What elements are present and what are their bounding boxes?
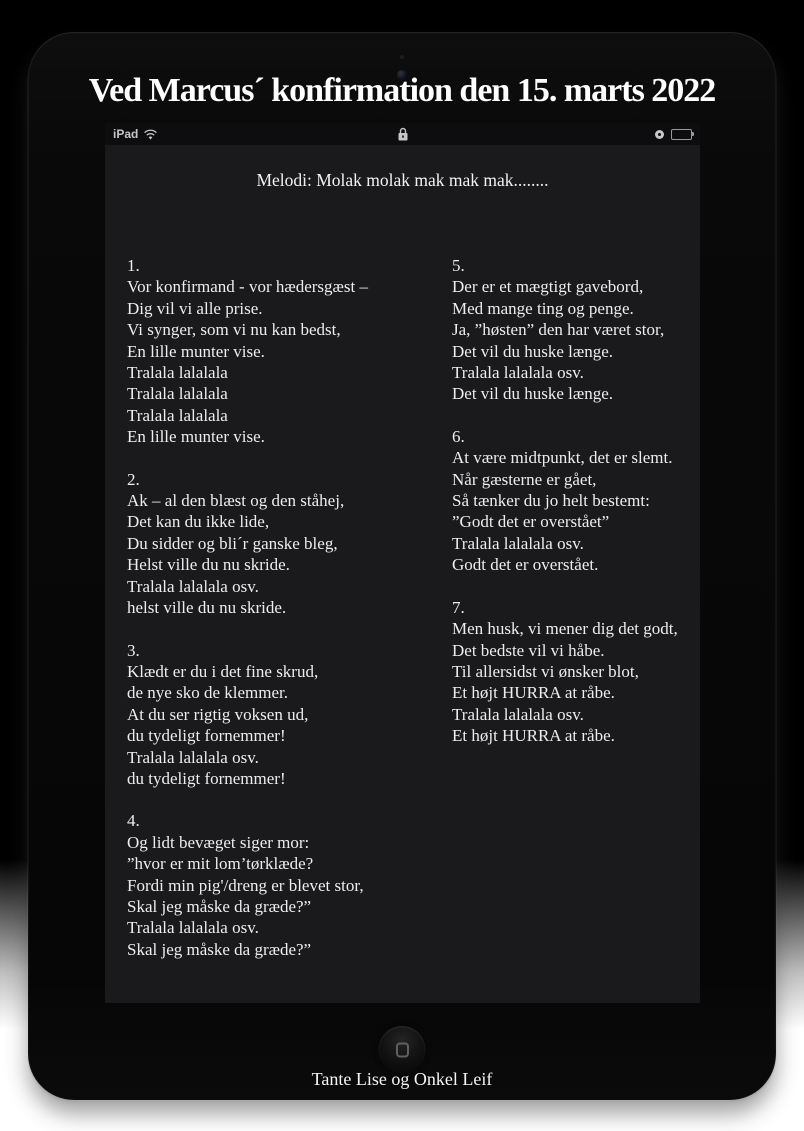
verse-line: Så tænker du jo helt bestemt:: [452, 491, 650, 511]
ipad-screen: [105, 123, 700, 1003]
verse-number: 6.: [452, 426, 465, 446]
verse-line: Et højt HURRA at råbe.: [452, 683, 615, 703]
verse-number: 1.: [127, 256, 140, 275]
verse-line: Tralala lalalala osv.: [127, 576, 259, 596]
verse-line: Tralala lalalala: [127, 363, 228, 383]
light-sensor-icon: [400, 55, 404, 59]
verse-line: Dig vil vi alle prise.: [127, 298, 263, 318]
verse-6: [452, 426, 757, 576]
verse-number: 2.: [127, 469, 140, 489]
verse-line: Der er et mægtigt gavebord,: [452, 277, 644, 297]
ipad-device: [28, 32, 776, 1100]
verse-line: En lille munter vise.: [127, 427, 265, 447]
verse-line: Du sidder og bli´r ganske bleg,: [127, 533, 338, 553]
battery-icon: [671, 129, 692, 140]
verse-number: 5.: [452, 256, 465, 275]
verse-line: Vor konfirmand - vor hædersgæst –: [127, 277, 368, 297]
page-title: Ved Marcus´ konfirmation den 15. marts 2022: [88, 72, 716, 109]
verse-2: [127, 469, 432, 619]
verse-line: At du ser rigtig voksen ud,: [127, 704, 309, 724]
verse-line: Fordi min pig'/dreng er blevet stor,: [127, 875, 364, 895]
verse-line: Godt det er overstået.: [452, 555, 599, 575]
melody-line: Melodi: Molak molak mak mak mak........: [256, 170, 549, 190]
verse-line: Tralala lalalala osv.: [127, 918, 259, 938]
verse-line: Men husk, vi mener dig det godt,: [452, 619, 678, 639]
verse-line: Når gæsterne er gået,: [452, 469, 597, 489]
orientation-lock-icon: [655, 130, 664, 139]
verse-line: Skal jeg måske da græde?”: [127, 896, 312, 916]
verse-line: de nye sko de klemmer.: [127, 683, 288, 703]
verse-line: Det vil du huske længe.: [452, 341, 614, 361]
song-sheet: [105, 145, 700, 1003]
verse-line: Skal jeg måske da græde?”: [127, 939, 312, 959]
verse-line: ”Godt det er overstået”: [452, 512, 610, 532]
verse-line: Tralala lalalala: [127, 384, 228, 404]
verse-line: ”hvor er mit lom’tørklæde?: [127, 854, 314, 874]
verse-number: 4.: [127, 811, 140, 831]
home-button[interactable]: [379, 1026, 426, 1073]
verse-line: du tydeligt fornemmer!: [127, 768, 286, 788]
verse-line: At være midtpunkt, det er slemt.: [452, 448, 673, 468]
verse-line: Det bedste vil vi håbe.: [452, 640, 605, 660]
verse-line: En lille munter vise.: [127, 341, 265, 361]
wifi-icon: [143, 129, 158, 140]
verse-number: 3.: [127, 640, 140, 660]
verse-7: [452, 597, 757, 747]
verse-columns: [105, 255, 700, 1003]
verse-4: [127, 810, 432, 960]
verse-line: Et højt HURRA at råbe.: [452, 726, 615, 746]
verse-column-left: [127, 255, 432, 981]
verse-line: Med mange ting og penge.: [452, 298, 634, 318]
verse-line: du tydeligt fornemmer!: [127, 726, 286, 746]
verse-5: [452, 255, 757, 405]
verse-line: Og lidt bevæget siger mor:: [127, 832, 310, 852]
verse-line: Tralala lalalala osv.: [127, 747, 259, 767]
verse-line: Ak – al den blæst og den ståhej,: [127, 491, 345, 511]
verse-line: Klædt er du i det fine skrud,: [127, 661, 319, 681]
footer-credit: Tante Lise og Onkel Leif: [311, 1069, 493, 1089]
status-bar: [105, 123, 700, 145]
verse-line: helst ville du nu skride.: [127, 598, 287, 618]
verse-line: Vi synger, som vi nu kan bedst,: [127, 320, 341, 340]
verse-line: Til allersidst vi ønsker blot,: [452, 661, 639, 681]
verse-line: Helst ville du nu skride.: [127, 555, 290, 575]
lock-icon: [397, 127, 408, 141]
verse-1: [127, 255, 432, 448]
verse-line: Ja, ”høsten” den har været stor,: [452, 320, 665, 340]
verse-line: Tralala lalalala osv.: [452, 533, 584, 553]
status-bar-left: [113, 127, 158, 141]
status-bar-right: [655, 129, 692, 140]
status-bar-center: [397, 123, 408, 145]
home-square-icon: [396, 1042, 409, 1057]
verse-line: Tralala lalalala osv.: [452, 704, 584, 724]
verse-line: Det kan du ikke lide,: [127, 512, 270, 532]
carrier-label: iPad: [113, 127, 139, 141]
verse-line: Tralala lalalala osv.: [452, 363, 584, 383]
verse-3: [127, 640, 432, 790]
verse-line: Det vil du huske længe.: [452, 384, 614, 404]
verse-number: 7.: [452, 597, 465, 617]
verse-column-right: [452, 255, 757, 768]
verse-line: Tralala lalalala: [127, 405, 228, 425]
